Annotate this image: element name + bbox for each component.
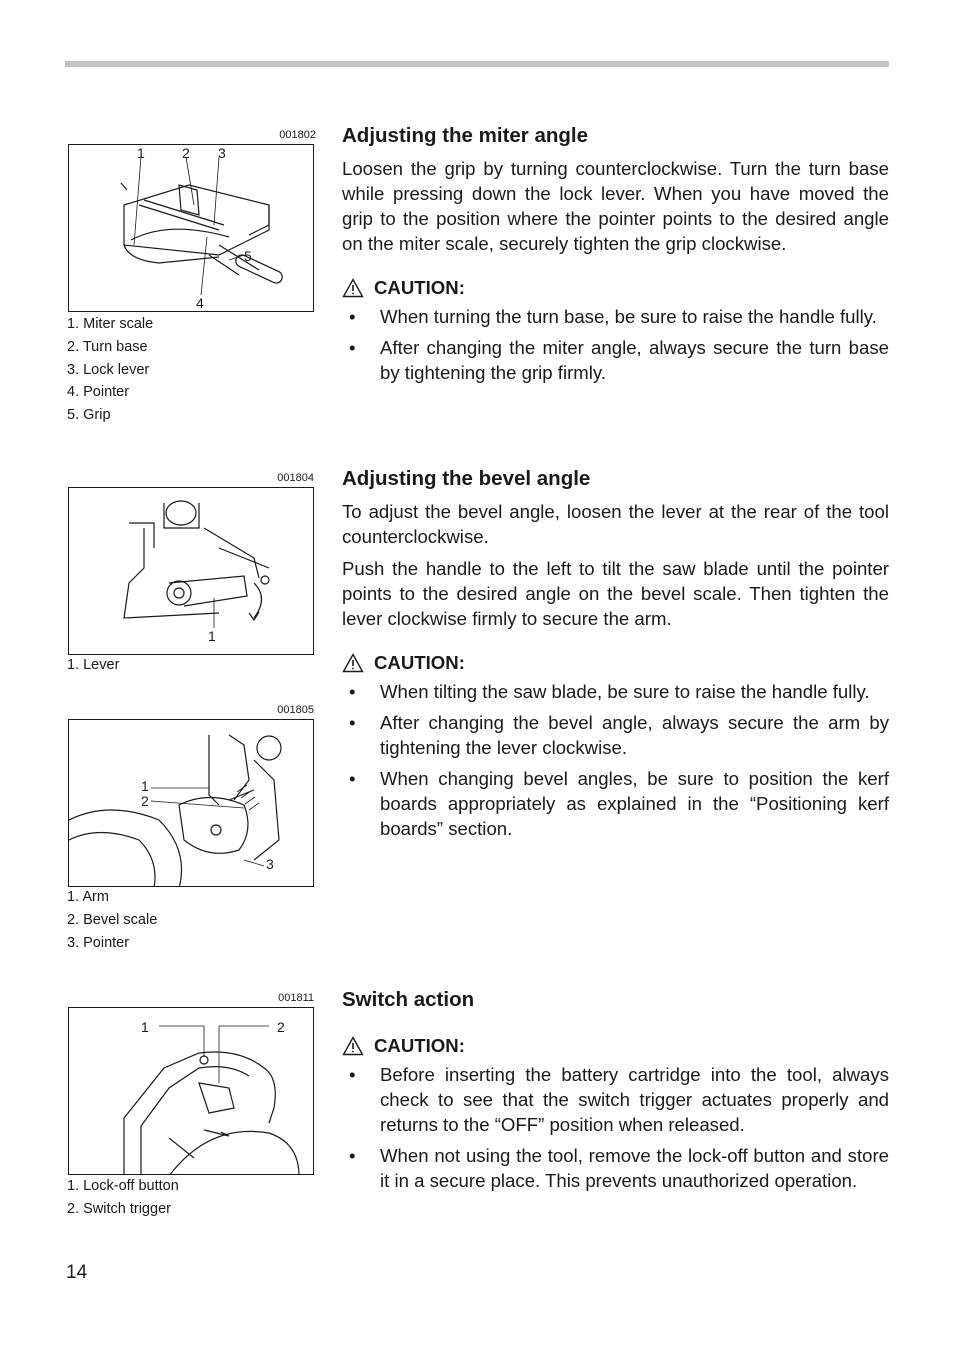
- bullet-icon: •: [349, 768, 356, 789]
- figure-miter-angle: [68, 144, 314, 312]
- caution-label: CAUTION:: [374, 1035, 465, 1056]
- section-bevel: [342, 467, 889, 847]
- list-item: [342, 335, 889, 385]
- bullet-icon: •: [349, 337, 356, 358]
- bullet-icon: •: [349, 712, 356, 733]
- legend-item: 4. Pointer: [67, 384, 130, 401]
- section-title: Adjusting the miter angle: [342, 124, 589, 147]
- list-item: [342, 1143, 889, 1193]
- list-item-text: When not using the tool, remove the lock-off button and store it in a secure place. This prevents unauthorized operation.: [380, 1145, 889, 1191]
- legend-item: 2. Switch trigger: [67, 1200, 171, 1217]
- caution-list: [342, 1062, 889, 1193]
- legend-item: 1. Arm: [67, 889, 109, 905]
- figure-bevel-scale: [68, 719, 314, 887]
- bullet-icon: •: [349, 1145, 356, 1166]
- caution-list: [342, 679, 889, 841]
- warning-triangle-icon: [342, 653, 364, 673]
- figure-bevel-lever: [68, 487, 314, 655]
- bullet-icon: •: [349, 681, 356, 702]
- warning-triangle-icon: [342, 278, 364, 298]
- legend-item: 3. Lock lever: [67, 361, 150, 378]
- section-miter: [342, 124, 889, 391]
- section-title: Adjusting the bevel angle: [342, 467, 591, 490]
- caution-list: [342, 304, 889, 385]
- callout-2: 2: [182, 145, 190, 161]
- legend-item: 1. Lever: [67, 657, 120, 673]
- section-body: Push the handle to the left to tilt the saw blade until the pointer points to the desired angle on the bevel scale. Then tighten the lever clockwise firmly to secure the arm.: [342, 558, 889, 629]
- legend-item: 1. Lock-off button: [67, 1178, 179, 1194]
- warning-triangle-icon: [342, 1036, 364, 1056]
- list-item-text: After changing the bevel angle, always secure the arm by tightening the lever clockwise.: [380, 712, 889, 758]
- list-item: [342, 710, 889, 760]
- lever-illustration: [69, 488, 314, 655]
- legend-item: 3. Pointer: [67, 934, 130, 951]
- caution-heading: [342, 1033, 889, 1058]
- bullet-icon: •: [349, 1064, 356, 1085]
- legend-item: 1. Miter scale: [67, 316, 154, 332]
- legend-item: 2. Turn base: [67, 338, 148, 355]
- caution-label: CAUTION:: [374, 277, 465, 298]
- section-body: To adjust the bevel angle, loosen the lever at the rear of the tool counterclockwise.: [342, 501, 889, 547]
- header-rule: [65, 61, 889, 67]
- page-number: 14: [66, 1262, 88, 1283]
- figure-switch: [68, 1007, 314, 1175]
- list-item: [342, 766, 889, 841]
- callout-1: 1: [141, 1019, 149, 1035]
- figure-legend: [67, 1175, 179, 1221]
- bevel-scale-illustration: [69, 720, 314, 887]
- section-body: Loosen the grip by turning counterclockwise. Turn the turn base while pressing down the lock lever. When you have moved the grip to the position where the pointer points to the desired angle on the miter scale, securely tighten the grip clockwise.: [342, 158, 889, 254]
- callout-1: 1: [208, 628, 216, 644]
- section-switch: [342, 988, 889, 1199]
- list-item-text: When tilting the saw blade, be sure to raise the handle fully.: [380, 681, 870, 702]
- legend-item: 2. Bevel scale: [67, 911, 158, 928]
- callout-4: 4: [196, 295, 204, 311]
- figure-legend: [67, 313, 153, 427]
- figure-code: 001811: [278, 992, 314, 1004]
- callout-1: 1: [137, 145, 145, 161]
- figure-code: 001805: [277, 704, 314, 716]
- list-item: [342, 304, 889, 329]
- list-item-text: When changing bevel angles, be sure to position the kerf boards appropriately as explained in the “Positioning kerf boards” section.: [380, 768, 889, 839]
- list-item: [342, 1062, 889, 1137]
- figure-legend: [67, 654, 119, 677]
- list-item-text: When turning the turn base, be sure to raise the handle fully.: [380, 306, 877, 327]
- callout-2: 2: [141, 793, 149, 809]
- legend-item: 5. Grip: [67, 407, 111, 424]
- callout-1: 1: [141, 778, 149, 794]
- caution-heading: [342, 275, 889, 300]
- bullet-icon: •: [349, 306, 356, 327]
- list-item: [342, 679, 889, 704]
- list-item-text: After changing the miter angle, always secure the turn base by tightening the grip firmly.: [380, 337, 889, 383]
- callout-5: 5: [244, 248, 252, 264]
- callout-3: 3: [266, 856, 274, 872]
- section-title: Switch action: [342, 988, 475, 1011]
- callout-2: 2: [277, 1019, 285, 1035]
- caution-heading: [342, 650, 889, 675]
- figure-code: 001804: [277, 472, 314, 484]
- callout-3: 3: [218, 145, 226, 161]
- miter-saw-illustration: [69, 145, 314, 312]
- figure-legend: [67, 886, 157, 954]
- list-item-text: Before inserting the battery cartridge into the tool, always check to see that the switch trigger actuates properly and returns to the “OFF” position when released.: [380, 1064, 889, 1135]
- figure-code: 001802: [279, 129, 316, 141]
- caution-label: CAUTION:: [374, 652, 465, 673]
